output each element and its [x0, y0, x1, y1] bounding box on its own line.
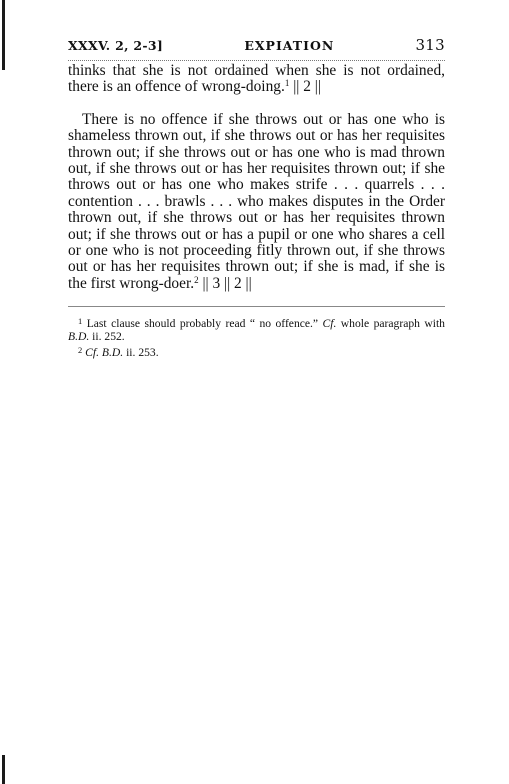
footnote-2-text-c: ii. 253. [123, 345, 159, 359]
footnotes-rule [68, 306, 445, 307]
paragraph-2-text: There is no offence if she throws out or has one who is shameless thrown out, if she throws out or has her requisites thrown out; if she throws out or has one who is mad thrown out, if she throws out or has her requisites thrown out; if she throws out or has one who makes strife . . . quarrels . . . contention . . . brawls . . . who makes disputes in the Order thrown out, if she throws out or has her requisites thrown out; if she throws out or has a pupil or one who shares a cell or one who is not proceeding fitly thrown out, if she throws out or has her requisites thrown out; if she is mad, if she is the first wrong-doer. [68, 110, 445, 292]
footnote-2 [68, 344, 445, 360]
section-reference: XXXV. 2, 2-3] [68, 38, 164, 53]
footnote-1-text-b: whole paragraph with [336, 317, 445, 331]
header-rule [68, 60, 445, 61]
section-marker-1: || 2 || [293, 78, 321, 96]
page-content [68, 36, 445, 360]
chapter-title: EXPIATION [244, 38, 335, 53]
footnote-2-cf: Cf. [85, 345, 100, 359]
paragraph-continuation [68, 63, 445, 96]
footnote-ref-2: 2 [194, 274, 199, 285]
running-head [68, 36, 445, 56]
footnote-ref-1: 1 [284, 78, 290, 89]
page-number: 313 [415, 36, 445, 54]
footnote-1-ref: B.D. [68, 330, 90, 344]
binding-mark-top [2, 0, 5, 70]
footnote-1-cf: Cf. [322, 317, 337, 331]
footnote-1 [68, 315, 445, 344]
footnote-1-text-c: ii. 252. [89, 330, 125, 344]
binding-mark-bottom [2, 755, 5, 784]
footnote-2-mark: 2 [78, 344, 83, 355]
paragraph-1-text: thinks that she is not ordained when she is not ordained, there is an offence of wrong-doing. [68, 62, 445, 96]
footnote-1-mark: 1 [78, 316, 83, 327]
paragraph-no-offence [68, 112, 445, 292]
footnote-1-text-a: Last clause should probably read “ no offence.” [86, 317, 323, 331]
section-marker-2: || 3 || 2 || [202, 274, 252, 292]
footnote-2-ref: B.D. [101, 345, 124, 359]
page-binding-edge [0, 0, 8, 784]
